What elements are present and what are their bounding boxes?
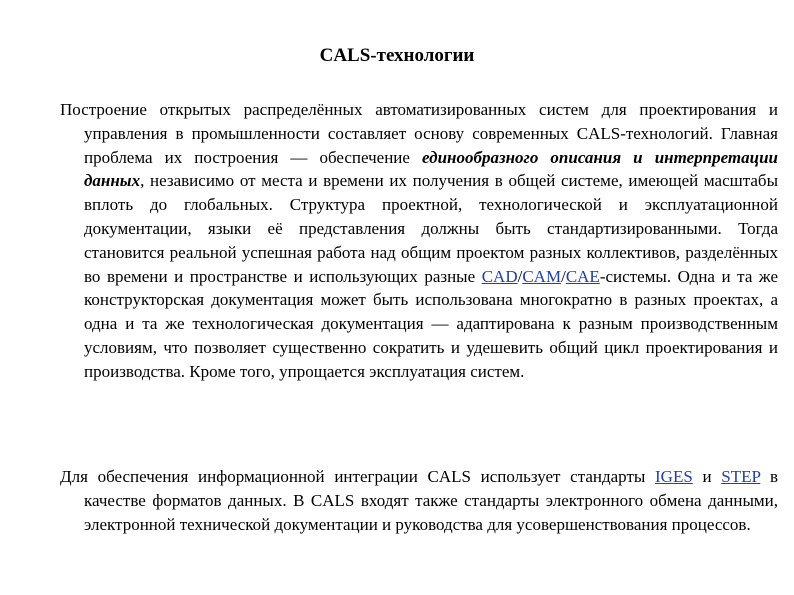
paragraph-text: Построение открытых распределённых автоматизированных систем для проектирования и управления в промышленности составляет основу современных CALS-технологий. Главная проблема их построения — обеспечение [60,100,778,167]
paragraph-cals-intro [60,98,778,384]
paragraph-text: и [692,467,722,486]
cad-link[interactable]: CAD [481,266,518,286]
paragraph-text: -системы. Одна и та же конструкторская документация может быть использована многократно в разных проектах, а одна и та же технологическая документация — адаптирована к разным производственным условиям, что позволяет существенно сократить и удешевить общий цикл проектирования и производства. Кроме того, упрощается эксплуатация систем. [84,266,778,381]
separator-text: / [561,266,566,286]
iges-link[interactable]: IGES [655,467,693,486]
paragraph-text: Для обеспечения информационной интеграции CALS использует стандарты [60,467,655,486]
cae-link[interactable]: CAE [565,266,600,286]
paragraph-text: в качестве форматов данных. В CALS входят также стандарты электронного обмена данными, электронной технической документации и руководства для усовершенствования процессов. [84,467,779,534]
cam-link[interactable]: CAM [522,266,562,286]
paragraph-cals-standards [60,465,778,536]
paragraph-text: , независимо от места и времени их получения в общей системе, имеющей масштабы вплоть до глобальных. Структура проектной, технологической и эксплуатационной документации, языки её представления должны быть стандартизированными. Тогда становится реальной успешная работа над общим проектом разных коллективов, разделённых во времени и пространстве и использующих разные [84,171,778,286]
step-link[interactable]: STEP [721,467,761,486]
separator-text: / [517,266,523,286]
emphasis-text: единообразного описания и интерпретации данных [84,147,779,191]
page-title: CALS-технологии [319,45,475,66]
